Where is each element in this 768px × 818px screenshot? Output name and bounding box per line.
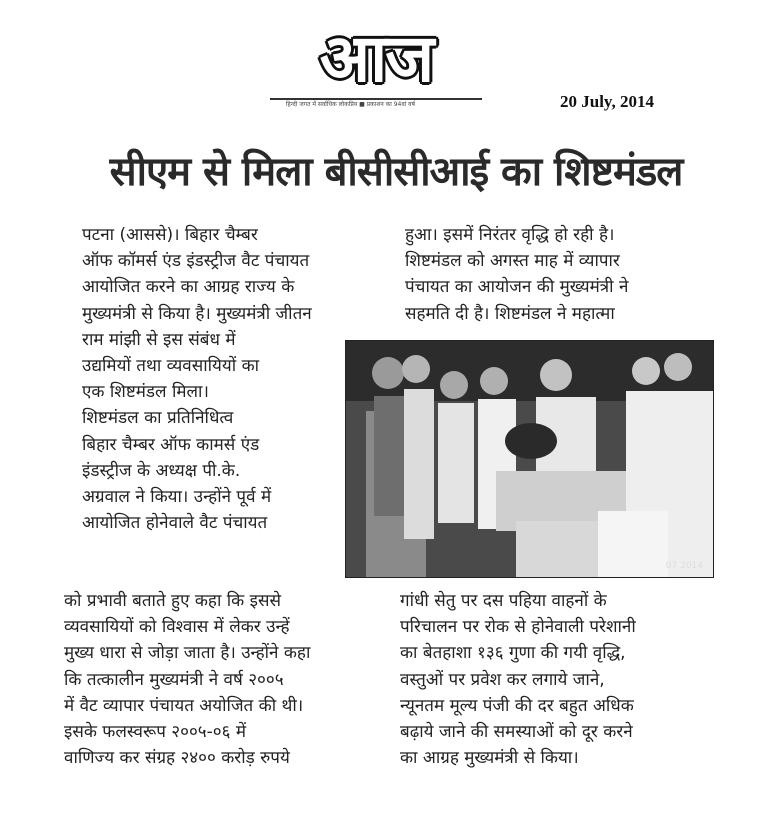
article-line: का आग्रह मुख्यमंत्री से किया। — [400, 748, 579, 769]
newspaper-logo: आज — [319, 20, 433, 97]
article-headline: सीएम से मिला बीसीसीआई का शिष्टमंडल — [109, 149, 683, 195]
article-line: हुआ। इसमें निरंतर वृद्धि हो रही है। — [405, 225, 615, 245]
newspaper-masthead — [270, 22, 482, 114]
article-line: उद्यमियों तथा व्यवसायियों का — [82, 355, 260, 376]
article-column-left-bottom — [64, 588, 390, 771]
article-line: राम मांझी से इस संबंध में — [82, 329, 236, 350]
article-column-right-top — [405, 222, 715, 327]
article-line: पंचायत का आयोजन की मुख्यमंत्री ने — [405, 277, 629, 298]
article-line: सहमति दी है। शिष्टमंडल ने महात्मा — [405, 303, 615, 324]
article-line: कि तत्कालीन मुख्यमंत्री ने वर्ष २००५ — [64, 669, 284, 690]
article-line: शिष्टमंडल को अगस्त माह में व्यापार — [405, 251, 620, 272]
article-line: व्यवसायियों को विश्वास में लेकर उन्हें — [64, 617, 290, 638]
article-line: वस्तुओं पर प्रवेश कर लगाये जाने, — [400, 669, 605, 690]
article-line: वाणिज्य कर संग्रह २४०० करोड़ रुपये — [64, 748, 290, 769]
article-photo — [345, 340, 714, 578]
article-line: में वैट व्यापार पंचायत अयोजित की थी। — [64, 695, 304, 716]
article-line: को प्रभावी बताते हुए कहा कि इससे — [64, 591, 281, 611]
article-line: अग्रवाल ने किया। उन्होंने पूर्व में — [82, 486, 272, 507]
article-line: परिचालन पर रोक से होनेवाली परेशानी — [400, 617, 636, 638]
article-line: न्यूनतम मूल्य पंजी की दर बहुत अधिक — [400, 695, 634, 716]
photo-illustration — [346, 341, 713, 577]
photo-date-stamp: 07 2014 — [665, 561, 703, 571]
article-line: पटना (आससे)। बिहार चैम्बर — [82, 225, 258, 245]
article-line: आयोजित करने का आग्रह राज्य के — [82, 277, 295, 298]
article-column-right-bottom — [400, 588, 718, 771]
article-line: मुख्य धारा से जोड़ा जाता है। उन्होंने कहा — [64, 643, 311, 664]
article-line: मुख्यमंत्री से किया है। मुख्यमंत्री जीतन — [82, 303, 312, 324]
article-line: ऑफ कॉमर्स एंड इंडस्ट्रीज वैट पंचायत — [82, 251, 310, 272]
article-line: इंडस्ट्रीज के अध्यक्ष पी.के. — [82, 460, 241, 481]
article-line: बिहार चैम्बर ऑफ कामर्स एंड — [82, 434, 260, 455]
article-line: इसके फलस्वरूप २००५-०६ में — [64, 721, 247, 742]
article-column-left-top — [82, 222, 382, 536]
article-line: शिष्टमंडल का प्रतिनिधित्व — [82, 408, 234, 429]
article-line: आयोजित होनेवाले वैट पंचायत — [82, 513, 268, 534]
masthead-tagline: हिन्दी जगत में सर्वाधिक लोकप्रिय ■ प्रकाशन का 94वां वर्ष — [286, 101, 415, 108]
article-line: का बेतहाशा १३६ गुणा की गयी वृद्धि, — [400, 643, 626, 664]
article-line: गांधी सेतु पर दस पहिया वाहनों के — [400, 591, 607, 611]
article-line: बढ़ाये जाने की समस्याओं को दूर करने — [400, 721, 633, 742]
article-line: एक शिष्टमंडल मिला। — [82, 382, 209, 403]
publication-date: 20 July, 2014 — [560, 92, 654, 111]
